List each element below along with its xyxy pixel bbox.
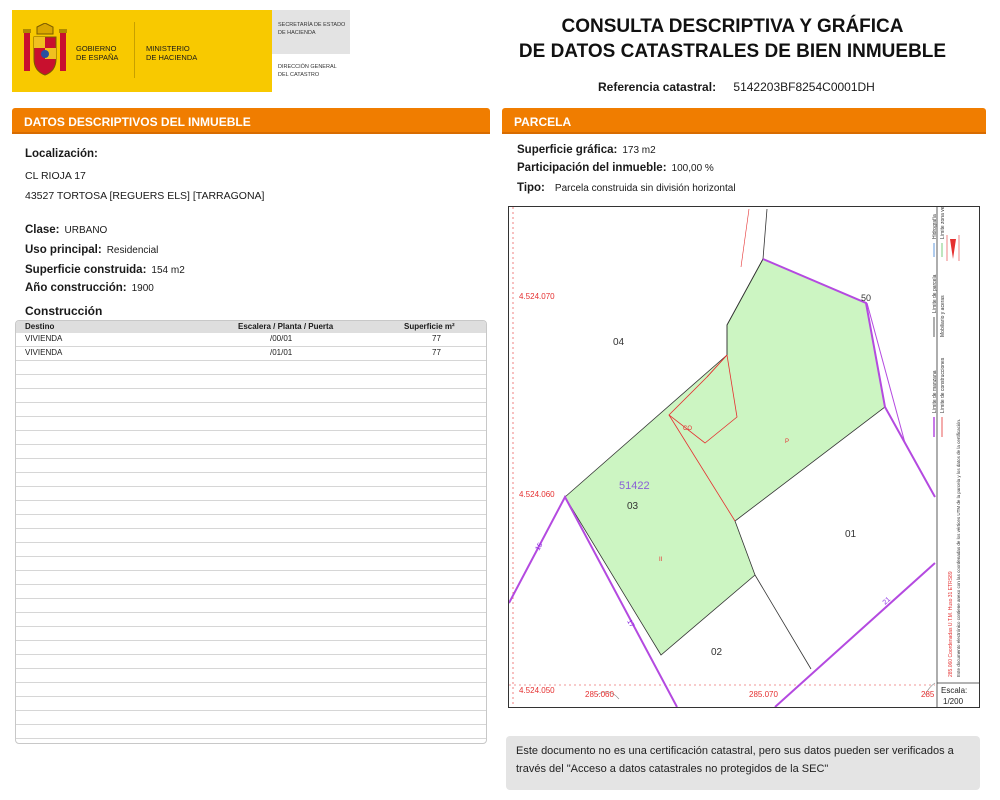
location-label: Localización: bbox=[25, 148, 98, 160]
superficie-value: 154 m2 bbox=[151, 265, 185, 276]
tipo-row bbox=[517, 178, 736, 196]
empty-table-row bbox=[16, 375, 486, 389]
title-line-2: DE DATOS CATASTRALES DE BIEN INMUEBLE bbox=[518, 41, 947, 62]
page-title bbox=[480, 14, 985, 64]
construccion-label: Construcción bbox=[25, 304, 103, 318]
empty-table-row bbox=[16, 361, 486, 375]
logo-divider bbox=[134, 22, 135, 78]
coord-x-285: 285 bbox=[921, 690, 935, 699]
header-superficie: Superficie m² bbox=[404, 322, 455, 331]
coat-of-arms-icon bbox=[22, 23, 68, 79]
verification-notice: Este documento no es una certificación catastral, pero sus datos pueden ser verificados a través del "Acceso a datos catastrales no protegidos de la SEC" bbox=[506, 736, 980, 790]
row-escalera: /00/01 bbox=[270, 334, 293, 343]
empty-table-row bbox=[16, 543, 486, 557]
street-number-15: 15 bbox=[534, 541, 545, 552]
plot-label-02: 02 bbox=[711, 647, 723, 658]
government-logo bbox=[12, 10, 350, 92]
legend-mobiliario: Mobiliario y aceras bbox=[940, 295, 946, 337]
header-destino: Destino bbox=[25, 322, 55, 331]
empty-table-row bbox=[16, 515, 486, 529]
reference-row bbox=[598, 80, 875, 94]
empty-table-row bbox=[16, 683, 486, 697]
uso-row bbox=[25, 240, 158, 258]
empty-table-row bbox=[16, 487, 486, 501]
empty-table-row bbox=[16, 627, 486, 641]
row-superficie: 77 bbox=[432, 334, 441, 343]
plot-label-01: 01 bbox=[845, 529, 857, 540]
ano-row bbox=[25, 278, 154, 296]
legend-manzana: Límite de manzana bbox=[932, 370, 938, 413]
participacion-label: Participación del inmueble: bbox=[517, 162, 667, 174]
descriptive-section-header: DATOS DESCRIPTIVOS DEL INMUEBLE bbox=[12, 108, 490, 134]
row-superficie: 77 bbox=[432, 348, 441, 357]
legend-parcela: Límite de parcela bbox=[932, 274, 938, 313]
empty-table-row bbox=[16, 557, 486, 571]
block-boundary bbox=[775, 563, 935, 707]
empty-table-row bbox=[16, 641, 486, 655]
legend-zona-verde: Límite zona verde bbox=[940, 207, 946, 239]
empty-table-row bbox=[16, 459, 486, 473]
empty-table-row bbox=[16, 585, 486, 599]
neighbour-line bbox=[755, 575, 811, 669]
tipo-value: Parcela construida sin división horizontal bbox=[554, 183, 736, 194]
clase-value: URBANO bbox=[64, 225, 108, 236]
parcel-ref-label: 51422 bbox=[619, 480, 650, 492]
descriptive-data-panel bbox=[12, 108, 490, 778]
empty-table-row bbox=[16, 599, 486, 613]
ano-label: Año construcción: bbox=[25, 282, 127, 294]
legend-note: Este documento electrónico contiene anexo con las coordenadas de los vértices UTM de la parcela y los datos de la certificación. bbox=[956, 418, 961, 677]
reference-label: Referencia catastral: bbox=[598, 80, 717, 94]
north-arrow-icon bbox=[947, 235, 959, 261]
gov-line-1: GOBIERNO bbox=[76, 44, 117, 53]
construction-label-p: P bbox=[785, 439, 790, 445]
tipo-label: Tipo: bbox=[517, 182, 545, 194]
gov-line-2: DE ESPAÑA bbox=[76, 53, 119, 62]
reference-value: 5142203BF8254C0001DH bbox=[733, 80, 875, 94]
empty-table-row bbox=[16, 655, 486, 669]
legend-group bbox=[932, 207, 961, 677]
legend-construcciones: Límite de construcciones bbox=[940, 357, 946, 413]
map-canvas bbox=[509, 207, 979, 707]
coord-y-4524050: 4.524.050 bbox=[519, 686, 555, 695]
legend-coords: 285.060 Coordenadas U.T.M. Huso 31 ETRS89 bbox=[948, 571, 954, 677]
ano-value: 1900 bbox=[131, 283, 154, 294]
clase-label: Clase: bbox=[25, 224, 60, 236]
empty-table-row bbox=[16, 431, 486, 445]
superficie-label: Superficie construida: bbox=[25, 264, 147, 276]
empty-table-row bbox=[16, 417, 486, 431]
uso-value: Residencial bbox=[106, 245, 159, 256]
empty-table-row bbox=[16, 445, 486, 459]
plot-label-50: 50 bbox=[861, 293, 872, 303]
row-escalera: /01/01 bbox=[270, 348, 293, 357]
table-row bbox=[16, 347, 486, 361]
legend-hidrografia: Hidrografía bbox=[932, 214, 938, 239]
coord-y-4524070: 4.524.070 bbox=[519, 292, 555, 301]
plot-label-04: 04 bbox=[613, 337, 625, 348]
empty-table-row bbox=[16, 725, 486, 739]
secretaria-line-1: SECRETARÍA DE ESTADO bbox=[278, 22, 346, 28]
empty-table-row bbox=[16, 403, 486, 417]
scale-label: Escala: bbox=[941, 686, 968, 695]
ministry-line-1: MINISTERIO bbox=[146, 44, 190, 53]
ministry-line-2: DE HACIENDA bbox=[146, 53, 198, 62]
empty-table-row bbox=[16, 529, 486, 543]
uso-label: Uso principal: bbox=[25, 244, 102, 256]
street-number-17: 17 bbox=[625, 618, 636, 629]
superficie-row bbox=[25, 260, 185, 278]
row-destino: VIVIENDA bbox=[25, 334, 63, 343]
header-escalera: Escalera / Planta / Puerta bbox=[238, 322, 334, 331]
empty-table-row bbox=[16, 697, 486, 711]
direccion-line-2: DEL CATASTRO bbox=[278, 72, 320, 78]
participacion-value: 100,00 % bbox=[671, 163, 714, 174]
parcel-polygon[interactable] bbox=[565, 259, 885, 655]
coord-x-285060: 285.060 bbox=[585, 690, 614, 699]
address-line-2: 43527 TORTOSA [REGUERS ELS] [TARRAGONA] bbox=[25, 190, 265, 202]
parcel-superficie-label: Superficie gráfica: bbox=[517, 144, 618, 156]
construction-table bbox=[15, 320, 487, 744]
empty-table-row bbox=[16, 389, 486, 403]
coord-y-4524060: 4.524.060 bbox=[519, 490, 555, 499]
participacion-row bbox=[517, 158, 714, 176]
parcel-superficie-value: 173 m2 bbox=[622, 145, 656, 156]
table-header-row bbox=[16, 321, 486, 333]
empty-table-row bbox=[16, 613, 486, 627]
plot-label-03: 03 bbox=[627, 501, 639, 512]
empty-table-row bbox=[16, 501, 486, 515]
title-line-1: CONSULTA DESCRIPTIVA Y GRÁFICA bbox=[561, 16, 904, 37]
empty-table-row bbox=[16, 473, 486, 487]
address-line-1: CL RIOJA 17 bbox=[25, 170, 86, 182]
descriptive-section-body bbox=[12, 134, 490, 778]
construction-label-ii: II bbox=[659, 557, 663, 563]
table-row bbox=[16, 333, 486, 347]
parcel-section-header: PARCELA bbox=[502, 108, 986, 134]
parcel-map[interactable] bbox=[508, 206, 980, 708]
scale-value: 1/200 bbox=[943, 697, 964, 706]
parcel-panel bbox=[502, 108, 986, 208]
direccion-line-1: DIRECCIÓN GENERAL bbox=[278, 64, 337, 70]
street-number-21: 21 bbox=[881, 596, 893, 607]
empty-table-row bbox=[16, 669, 486, 683]
empty-table-rows bbox=[16, 361, 486, 739]
neighbour-red-line bbox=[741, 209, 749, 267]
empty-table-row bbox=[16, 711, 486, 725]
coord-x-285070: 285.070 bbox=[749, 690, 778, 699]
clase-row bbox=[25, 220, 107, 238]
row-destino: VIVIENDA bbox=[25, 348, 63, 357]
parcel-superficie-row bbox=[517, 140, 656, 158]
empty-table-row bbox=[16, 571, 486, 585]
construction-label-co: CO bbox=[683, 426, 692, 432]
secretaria-line-2: DE HACIENDA bbox=[278, 30, 316, 36]
